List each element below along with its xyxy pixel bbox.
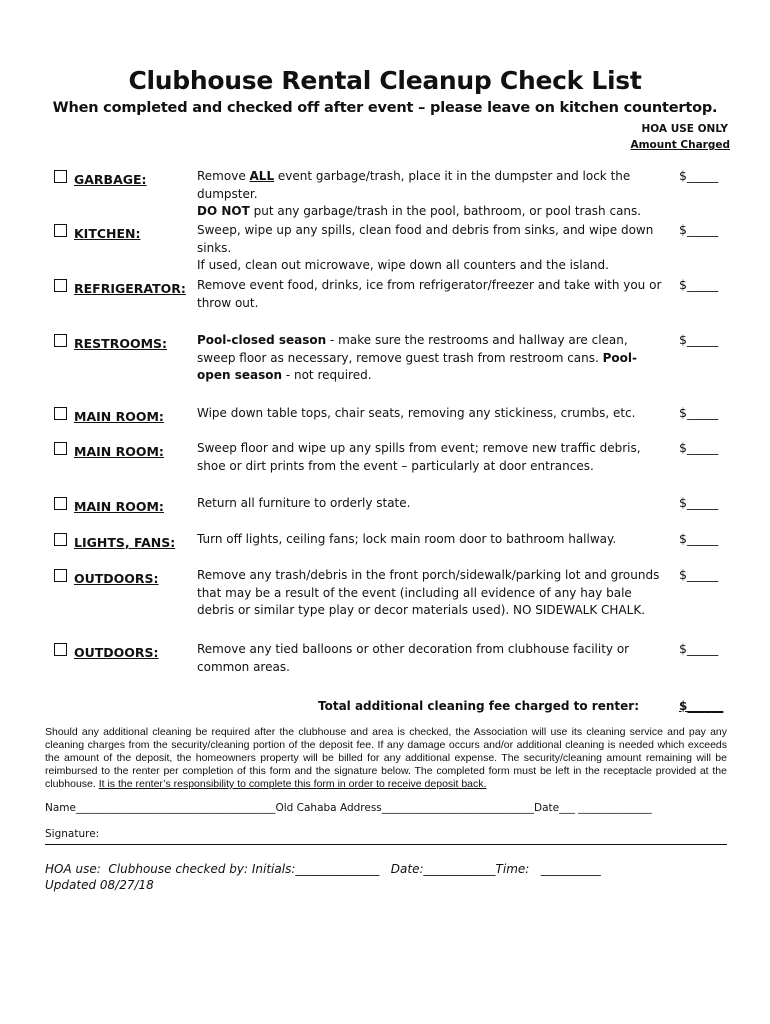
description-text: Remove [197, 169, 250, 183]
checkbox[interactable] [54, 569, 67, 582]
item-description [197, 222, 669, 275]
item-description [197, 495, 669, 513]
description-text: Wipe down table tops, chair seats, removing any stickiness, crumbs, etc. [197, 406, 636, 420]
page-subtitle: When completed and checked off after event – please leave on kitchen countertop. [52, 100, 718, 116]
item-label: REFRIGERATOR: [74, 281, 186, 296]
signature-label[interactable]: Signature: [45, 828, 100, 840]
item-label: KITCHEN: [74, 226, 141, 241]
total-fee-label: Total additional cleaning fee charged to renter: [318, 699, 639, 713]
item-label: LIGHTS, FANS: [74, 535, 176, 550]
description-text: If used, clean out microwave, wipe down all counters and the island. [197, 258, 609, 272]
item-description [197, 440, 669, 475]
checkbox[interactable] [54, 407, 67, 420]
description-text: DO NOT [197, 204, 250, 218]
checkbox[interactable] [54, 224, 67, 237]
updated-date: Updated 08/27/18 [45, 878, 154, 892]
checkbox[interactable] [54, 533, 67, 546]
name-address-date-line[interactable]: Name______________________________________Old Cahaba Address_____________________________Date___ ______________ [45, 802, 652, 814]
hoa-use-only-heading: HOA USE ONLY [641, 123, 728, 135]
description-text: ALL [249, 169, 275, 183]
item-label: RESTROOMS: [74, 336, 168, 351]
amount-field[interactable]: $_____ [679, 222, 719, 237]
amount-field[interactable]: $_____ [679, 641, 719, 656]
item-label: OUTDOORS: [74, 571, 159, 586]
amount-field[interactable]: $_____ [679, 332, 719, 347]
item-description [197, 168, 669, 221]
item-description [197, 332, 669, 385]
item-label: OUTDOORS: [74, 645, 159, 660]
item-label: MAIN ROOM: [74, 444, 164, 459]
description-text: Return all furniture to orderly state. [197, 496, 411, 510]
checkbox[interactable] [54, 279, 67, 292]
checkbox[interactable] [54, 442, 67, 455]
amount-field[interactable]: $_____ [679, 495, 719, 510]
page-title: Clubhouse Rental Cleanup Check List [128, 66, 642, 95]
description-text: Remove event food, drinks, ice from refrigerator/freezer and take with you or throw out. [197, 278, 662, 310]
description-text: Sweep floor and wipe up any spills from event; remove new traffic debris, shoe or dirt prints from the event – particularly at door entrances. [197, 441, 641, 473]
notice-text: Should any additional cleaning be required after the clubhouse and area is checked, the Association will use its cleaning service and pay any cleaning charges from the security/cleaning portion of the deposit fee. If any damage occurs and/or additional cleaning is needed which exceeds the amount of the deposit, the homeowners property will be billed for any additional expense. The security/cleaning amount remaining will be reimbursed to the renter per completion of this form and the signature below. The completed form must be left in the receptacle provided at the clubhouse. [45, 726, 727, 790]
item-description [197, 405, 669, 423]
description-text: put any garbage/trash in the pool, bathroom, or pool trash cans. [249, 204, 642, 218]
description-text: Sweep, wipe up any spills, clean food and debris from sinks, and wipe down sinks. [197, 223, 654, 255]
amount-charged-heading: Amount Charged [630, 139, 730, 151]
amount-field[interactable]: $_____ [679, 440, 719, 455]
item-description [197, 567, 669, 620]
item-label: MAIN ROOM: [74, 499, 164, 514]
description-text: - not required. [282, 368, 372, 382]
signature-rule [45, 844, 727, 845]
hoa-use-line: HOA use: Clubhouse checked by: Initials:______________ Date:____________Time: __________ [45, 862, 601, 876]
description-text: - make sure the restrooms and hallway are clean, sweep floor as necessary, remove guest trash from restroom cans. [197, 333, 628, 365]
amount-field[interactable]: $_____ [679, 168, 719, 183]
checkbox[interactable] [54, 334, 67, 347]
notice-underlined-text: It is the renter’s responsibility to complete this form in order to receive deposit back. [98, 778, 487, 790]
item-description [197, 277, 669, 312]
amount-field[interactable]: $_____ [679, 531, 719, 546]
description-text: Pool-closed season [197, 333, 327, 347]
description-text: Pool-open season [197, 350, 638, 382]
amount-field[interactable]: $_____ [679, 277, 719, 292]
deposit-notice [45, 726, 727, 791]
description-text: Remove any trash/debris in the front porch/sidewalk/parking lot and grounds that may be a result of the event (including all evidence of any hay bale debris or similar type play or decor materials used). NO SIDEWALK CHALK. [197, 568, 660, 617]
amount-field[interactable]: $_____ [679, 567, 719, 582]
checkbox[interactable] [54, 170, 67, 183]
checkbox[interactable] [54, 643, 67, 656]
description-text: Remove any tied balloons or other decoration from clubhouse facility or common areas. [197, 642, 630, 674]
item-label: GARBAGE: [74, 172, 147, 187]
total-fee-amount[interactable]: $______ [679, 699, 724, 713]
description-text: Turn off lights, ceiling fans; lock main room door to bathroom hallway. [197, 532, 617, 546]
item-description [197, 531, 669, 549]
amount-field[interactable]: $_____ [679, 405, 719, 420]
item-label: MAIN ROOM: [74, 409, 164, 424]
checkbox[interactable] [54, 497, 67, 510]
item-description [197, 641, 669, 676]
description-text: event garbage/trash, place it in the dumpster and lock the dumpster. [197, 169, 631, 201]
